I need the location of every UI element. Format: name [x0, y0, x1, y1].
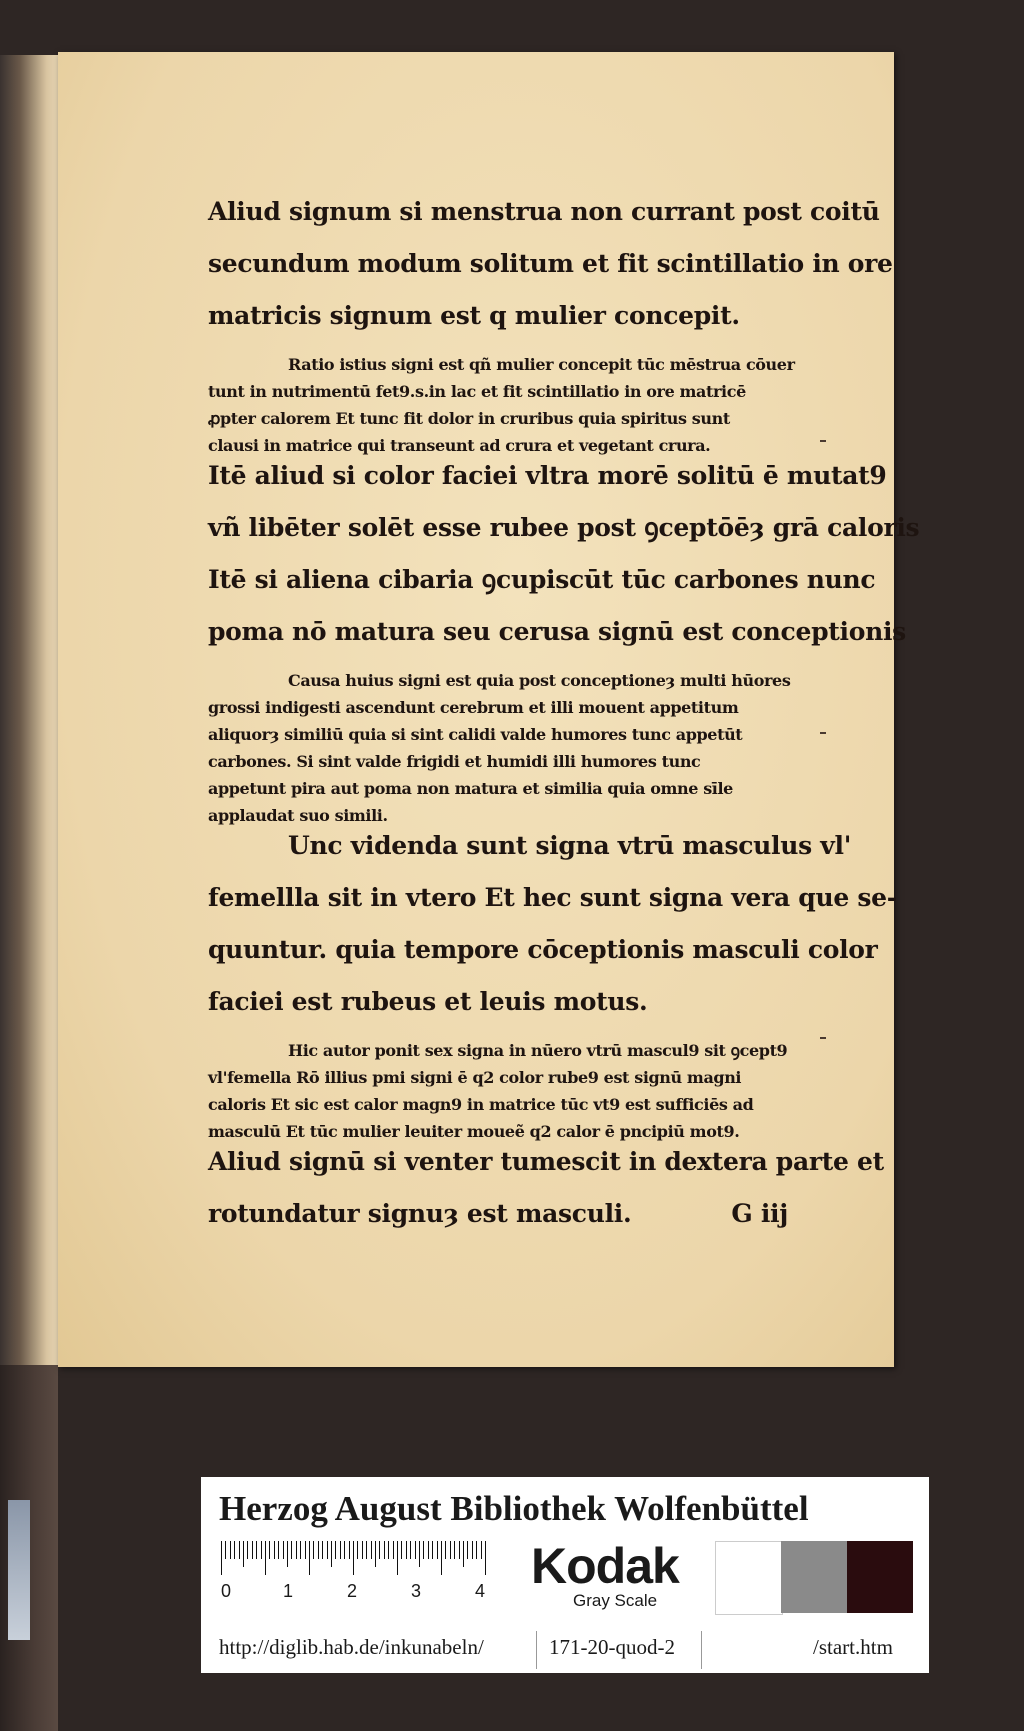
page-marker: [8, 1500, 30, 1640]
gloss-line: applaudat suo simili.: [208, 806, 388, 825]
ruler-tick: [397, 1541, 398, 1575]
shelfmark: 171-20-quod-2: [549, 1635, 675, 1659]
ruler-tick: [393, 1541, 394, 1559]
text-line: Itē aliud si color faciei vltra morē solitū ē mutat9: [208, 461, 887, 490]
ruler-tick: [472, 1541, 473, 1559]
book-spine-edge: [0, 0, 58, 1731]
ruler-tick: [450, 1541, 451, 1559]
signature-mark: G iij: [731, 1199, 788, 1228]
ruler-tick: [313, 1541, 314, 1559]
margin-mark: [820, 732, 826, 734]
text-line: Itē si aliena cibaria ꝯcupiscūt tūc carbones nunc: [208, 565, 876, 594]
ruler-tick: [278, 1541, 279, 1559]
ruler-tick: [437, 1541, 438, 1559]
text-line: quuntur. quia tempore cōceptionis masculi color: [208, 935, 878, 964]
manuscript-page: [58, 52, 920, 1367]
gloss-line: Ratio istius signi est qñ mulier concepit tūc mēstrua cōuer: [288, 355, 795, 374]
ruler-tick: [375, 1541, 376, 1567]
text-line: Aliud signū si venter tumescit in dextera parte et: [208, 1147, 884, 1176]
text-block: [208, 197, 920, 1235]
ruler-tick: [265, 1541, 266, 1575]
gloss-line: aliquorȝ similiū quia si sint calidi valde humores tunc appetūt: [208, 725, 743, 744]
divider: [536, 1631, 537, 1669]
ruler-tick: [269, 1541, 270, 1559]
kodak-logo: Kodak: [531, 1538, 679, 1594]
ruler-tick: [406, 1541, 407, 1559]
url-row: [201, 1627, 929, 1673]
ruler-number: 1: [283, 1581, 294, 1601]
ruler-tick: [441, 1541, 442, 1575]
ruler-tick: [467, 1541, 468, 1559]
ruler-tick: [256, 1541, 257, 1559]
ruler-tick: [296, 1541, 297, 1559]
ruler-tick: [243, 1541, 244, 1567]
ruler-tick: [287, 1541, 288, 1567]
ruler-tick: [221, 1541, 222, 1575]
gray-swatch-white: [715, 1541, 783, 1615]
gloss-line: grossi indigesti ascendunt cerebrum et illi mouent appetitum: [208, 698, 739, 717]
ruler: [221, 1541, 521, 1601]
text-line: Aliud signum si menstrua non currant post coitū: [208, 197, 880, 226]
gloss-line: tunt in nutrimentū fet9.s.in lac et fit scintillatio in ore matricē: [208, 382, 746, 401]
ruler-tick: [379, 1541, 380, 1559]
ruler-tick: [459, 1541, 460, 1559]
ruler-tick: [291, 1541, 292, 1559]
ruler-tick: [366, 1541, 367, 1559]
ruler-tick: [327, 1541, 328, 1559]
text-line: femellla sit in vtero Et hec sunt signa vera que se-: [208, 883, 897, 912]
ruler-tick: [252, 1541, 253, 1559]
ruler-tick: [247, 1541, 248, 1559]
gloss-line: Causa huius signi est quia post conceptioneȝ multi hūores: [288, 671, 791, 690]
ruler-tick: [463, 1541, 464, 1567]
ruler-tick: [428, 1541, 429, 1559]
text-line: rotundatur signuȝ est masculi. G iij: [208, 1199, 788, 1228]
margin-mark: [820, 1037, 826, 1039]
ruler-tick: [331, 1541, 332, 1567]
gloss-line: Hic autor ponit sex signa in nūero vtrū mascul9 sit ꝯcept9: [288, 1041, 788, 1060]
ruler-tick: [318, 1541, 319, 1559]
ruler-tick: [300, 1541, 301, 1559]
ruler-tick: [485, 1541, 486, 1575]
url-suffix: /start.htm: [813, 1635, 893, 1659]
gloss-line: appetunt pira aut poma non matura et similia quia omne sīle: [208, 779, 733, 798]
text-line: matricis signum est q mulier concepit.: [208, 301, 740, 330]
ruler-number: 2: [347, 1581, 358, 1601]
ruler-tick: [261, 1541, 262, 1559]
ruler-tick: [445, 1541, 446, 1559]
ruler-number: 4: [475, 1581, 486, 1601]
ruler-tick: [322, 1541, 323, 1559]
ruler-tick: [230, 1541, 231, 1559]
ruler-tick: [481, 1541, 482, 1559]
library-label: [201, 1477, 929, 1673]
ruler-tick: [476, 1541, 477, 1559]
ruler-tick: [423, 1541, 424, 1559]
ruler-tick: [388, 1541, 389, 1559]
ruler-tick: [283, 1541, 284, 1559]
gloss-line: vl'femella Rō illius pmi signi ē q2 color rube9 est signū magni: [208, 1068, 742, 1087]
library-title: Herzog August Bibliothek Wolfenbüttel: [219, 1489, 809, 1528]
ruler-tick: [415, 1541, 416, 1559]
margin-mark: [820, 440, 826, 442]
ruler-tick: [234, 1541, 235, 1559]
text-line: Unc videnda sunt signa vtrū masculus vl': [288, 831, 852, 860]
ruler-tick: [362, 1541, 363, 1559]
gloss-line: masculū Et tūc mulier leuiter moueẽ q2 calor ē pncipiū mot9.: [208, 1122, 740, 1141]
ruler-tick: [401, 1541, 402, 1559]
gloss-line: clausi in matrice qui transeunt ad crura et vegetant crura.: [208, 436, 711, 455]
divider: [701, 1631, 702, 1669]
gray-swatch-dark: [847, 1541, 913, 1613]
spine-shadow: [0, 0, 58, 55]
ruler-tick: [384, 1541, 385, 1559]
ruler-number: 0: [221, 1581, 232, 1601]
ruler-tick: [419, 1541, 420, 1567]
ruler-tick: [454, 1541, 455, 1559]
ruler-tick: [305, 1541, 306, 1559]
ruler-tick: [274, 1541, 275, 1559]
ruler-tick: [349, 1541, 350, 1559]
gloss-line: carbones. Si sint valde frigidi et humidi illi humores tunc: [208, 752, 701, 771]
gloss-line: caloris Et sic est calor magn9 in matrice tūc vt9 est sufficiēs ad: [208, 1095, 754, 1114]
ruler-tick: [432, 1541, 433, 1559]
ruler-tick: [335, 1541, 336, 1559]
ruler-number: 3: [411, 1581, 422, 1601]
ruler-tick: [357, 1541, 358, 1559]
text-line: faciei est rubeus et leuis motus.: [208, 987, 648, 1016]
gloss-line: ꝓpter calorem Et tunc fit dolor in cruribus quia spiritus sunt: [208, 409, 730, 428]
ruler-tick: [340, 1541, 341, 1559]
text-line: secundum modum solitum et fit scintillatio in ore: [208, 249, 893, 278]
ruler-tick: [344, 1541, 345, 1559]
ruler-tick: [371, 1541, 372, 1559]
ruler-tick: [225, 1541, 226, 1559]
text-line: vñ libēter solēt esse rubee post ꝯceptōēȝ grā caloris: [208, 513, 920, 542]
ruler-tick: [410, 1541, 411, 1559]
text-line: poma nō matura seu cerusa signū est conceptionis: [208, 617, 906, 646]
gray-swatch-mid: [781, 1541, 847, 1613]
ruler-tick: [309, 1541, 310, 1575]
gray-scale-caption: Gray Scale: [573, 1591, 658, 1610]
ruler-tick: [239, 1541, 240, 1559]
url-base: http://diglib.hab.de/inkunabeln/: [219, 1635, 484, 1659]
ruler-tick: [353, 1541, 354, 1575]
